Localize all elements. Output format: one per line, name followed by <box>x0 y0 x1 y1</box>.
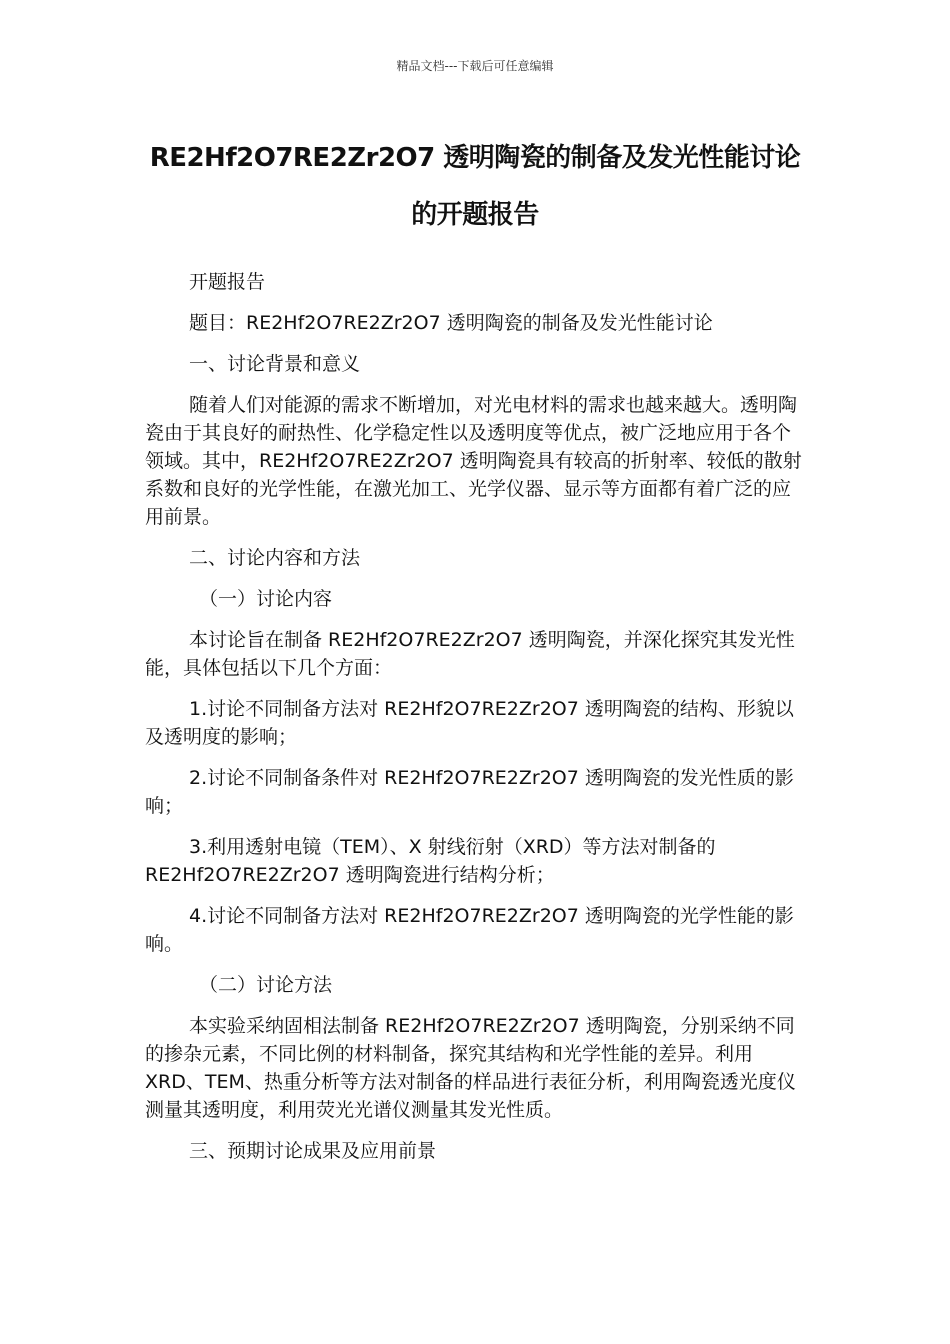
heading-section-2: 二、讨论内容和方法 <box>189 547 361 569</box>
list-item-1: 1.讨论不同制备方法对 RE2Hf2O7RE2Zr2O7 透明陶瓷的结构、形貌以及透明度的影响； <box>145 698 794 748</box>
heading-subsection-content: （一）讨论内容 <box>199 588 333 610</box>
paragraph-content-intro: 本讨论旨在制备 RE2Hf2O7RE2Zr2O7 透明陶瓷，并深化探究其发光性能，具体包括以下几个方面： <box>145 629 795 679</box>
document-body <box>145 268 807 1165</box>
heading-section-3: 三、预期讨论成果及应用前景 <box>189 1140 437 1162</box>
header-note: 精品文档---下载后可任意编辑 <box>396 59 554 73</box>
document-title: RE2Hf2O7RE2Zr2O7 透明陶瓷的制备及发光性能讨论的开题报告 <box>149 143 801 230</box>
paragraph-report-label: 开题报告 <box>189 271 266 293</box>
paragraph-background: 随着人们对能源的需求不断增加，对光电材料的需求也越来越大。透明陶瓷由于其良好的耐热性、化学稳定性以及透明度等优点，被广泛地应用于各个领域。其中，RE2Hf2O7RE2Zr2O7 透明陶瓷具有较高的折射率、较低的散射系数和良好的光学性能，在激光加工、光学仪器、显示等方面都有着广泛的应用前景。 <box>145 394 802 528</box>
heading-subsection-method: （二）讨论方法 <box>199 974 333 996</box>
paragraph-method: 本实验采纳固相法制备 RE2Hf2O7RE2Zr2O7 透明陶瓷，分别采纳不同的掺杂元素，不同比例的材料制备，探究其结构和光学性能的差异。利用 XRD、TEM、热重分析等方法对制备的样品进行表征分析，利用陶瓷透光度仪测量其透明度，利用荧光光谱仪测量其发光性质。 <box>145 1015 796 1121</box>
list-item-2: 2.讨论不同制备条件对 RE2Hf2O7RE2Zr2O7 透明陶瓷的发光性质的影响； <box>145 767 794 817</box>
heading-section-1: 一、讨论背景和意义 <box>189 353 361 375</box>
list-item-4: 4.讨论不同制备方法对 RE2Hf2O7RE2Zr2O7 透明陶瓷的光学性能的影响。 <box>145 905 794 955</box>
paragraph-topic: 题目：RE2Hf2O7RE2Zr2O7 透明陶瓷的制备及发光性能讨论 <box>189 312 713 334</box>
list-item-3: 3.利用透射电镜（TEM）、X 射线衍射（XRD）等方法对制备的 RE2Hf2O7RE2Zr2O7 透明陶瓷进行结构分析； <box>145 836 716 886</box>
